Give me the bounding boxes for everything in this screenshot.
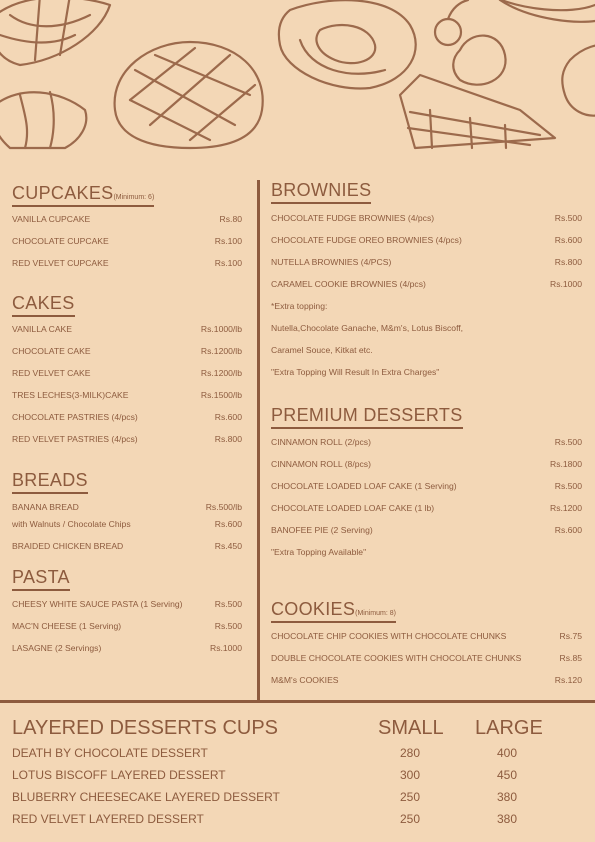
item-name: CHOCOLATE CUPCAKE — [12, 236, 109, 246]
item-price: Rs.600 — [554, 235, 582, 245]
layered-desserts-section — [0, 703, 595, 842]
item-price: Rs.1200/lb — [200, 368, 242, 378]
item-price: Rs.75 — [559, 631, 582, 641]
small-price: 250 — [400, 790, 421, 804]
bakery-illustration-banner — [0, 0, 595, 150]
item-name: M&M's COOKIES — [271, 675, 339, 685]
item-price: Rs.450 — [214, 541, 242, 551]
cookies-minimum-note: (Minimum: 8) — [355, 610, 396, 617]
premium-desserts-title: PREMIUM DESSERTS — [271, 405, 463, 429]
extra-charges-note: "Extra Topping Will Result In Extra Charges" — [271, 367, 440, 377]
item-name: with Walnuts / Chocolate Chips — [12, 519, 131, 529]
item-name: CHOCOLATE PASTRIES (4/pcs) — [12, 412, 138, 422]
item-name: NUTELLA BROWNIES (4/PCS) — [271, 257, 392, 267]
cookies-section — [271, 599, 582, 685]
extra-topping-list: Nutella,Chocolate Ganache, M&m's, Lotus Biscoff, — [271, 323, 464, 333]
layered-row — [0, 812, 595, 830]
item-price: Rs.1500/lb — [200, 390, 242, 400]
item-name: RED VELVET LAYERED DESSERT — [12, 812, 204, 826]
item-name: RED VELVET CUPCAKE — [12, 258, 109, 268]
premium-desserts-section — [271, 405, 582, 557]
layered-desserts-title: LAYERED DESSERTS CUPS — [12, 717, 279, 739]
item-name: VANILLA CUPCAKE — [12, 214, 91, 224]
cupcakes-section — [12, 183, 242, 268]
extra-topping-available-note: "Extra Topping Available" — [271, 547, 367, 557]
item-price: Rs.1200/lb — [200, 346, 242, 356]
item-price: Rs.500 — [554, 481, 582, 491]
cakes-title: CAKES — [12, 293, 75, 317]
item-price: Rs.1000 — [549, 279, 582, 289]
small-price: 250 — [400, 812, 421, 826]
item-name: TRES LECHES(3-MILK)CAKE — [12, 390, 129, 400]
section-title — [12, 183, 154, 207]
croissant-icon — [0, 0, 110, 148]
pasta-title: PASTA — [12, 567, 70, 591]
item-price: Rs.600 — [214, 412, 242, 422]
small-price: 300 — [400, 768, 421, 782]
item-price: Rs.1000/lb — [200, 324, 242, 334]
item-price: Rs.1000 — [209, 643, 242, 653]
item-name: CHOCOLATE CAKE — [12, 346, 91, 356]
item-name: VANILLA CAKE — [12, 324, 73, 334]
item-price: Rs.800 — [554, 257, 582, 267]
pasta-section — [12, 567, 242, 653]
item-name: BANANA BREAD — [12, 502, 79, 512]
item-price: Rs.500 — [214, 599, 242, 609]
section-title — [271, 599, 396, 623]
item-name: DOUBLE CHOCOLATE COOKIES WITH CHOCOLATE CHUNKS — [271, 653, 522, 663]
item-name: BRAIDED CHICKEN BREAD — [12, 541, 124, 551]
item-price: Rs.500 — [554, 213, 582, 223]
breads-section — [12, 470, 242, 551]
item-price: Rs.500/lb — [205, 502, 242, 512]
item-price: Rs.600 — [214, 519, 242, 529]
item-name: BANOFEE PIE (2 Serving) — [271, 525, 373, 535]
item-name: CHOCOLATE FUDGE OREO BROWNIES (4/pcs) — [271, 235, 462, 245]
cookies-title: COOKIES — [271, 599, 356, 619]
item-name: CHEESY WHITE SAUCE PASTA (1 Serving) — [12, 599, 183, 609]
breads-title: BREADS — [12, 470, 88, 494]
small-price: 280 — [400, 746, 421, 760]
layered-row — [0, 746, 595, 764]
item-price: Rs.800 — [214, 434, 242, 444]
item-name: RED VELVET CAKE — [12, 368, 91, 378]
large-price: 450 — [497, 768, 518, 782]
cherry-cake-slice-icon — [400, 0, 555, 148]
item-name: DEATH BY CHOCOLATE DESSERT — [12, 746, 208, 760]
item-name: LOTUS BISCOFF LAYERED DESSERT — [12, 768, 226, 782]
item-price: Rs.1800 — [549, 459, 582, 469]
extra-topping-list: Caramel Souce, Kitkat etc. — [271, 345, 373, 355]
cakes-section — [12, 293, 242, 444]
item-price: Rs.85 — [559, 653, 582, 663]
column-divider — [257, 180, 260, 700]
item-name: CINNAMON ROLL (2/pcs) — [271, 437, 371, 447]
item-price: Rs.120 — [554, 675, 582, 685]
item-name: MAC'N CHEESE (1 Serving) — [12, 621, 122, 631]
large-price: 380 — [497, 812, 518, 826]
large-column-header: LARGE — [475, 717, 543, 739]
item-name: CHOCOLATE CHIP COOKIES WITH CHOCOLATE CHUNKS — [271, 631, 507, 641]
extra-topping-note: *Extra topping: — [271, 301, 328, 311]
cupcakes-title: CUPCAKES — [12, 183, 114, 203]
bread-loaf-icon — [115, 42, 263, 148]
brownies-section — [271, 180, 582, 377]
large-price: 400 — [497, 746, 518, 760]
item-name: CHOCOLATE FUDGE BROWNIES (4/pcs) — [271, 213, 435, 223]
item-price: Rs.500 — [554, 437, 582, 447]
item-name: CHOCOLATE LOADED LOAF CAKE (1 lb) — [271, 503, 435, 513]
layered-row — [0, 790, 595, 808]
item-name: LASAGNE (2 Servings) — [12, 643, 102, 653]
brownies-title: BROWNIES — [271, 180, 371, 204]
pretzel-icon — [279, 0, 416, 88]
item-name: CINNAMON ROLL (8/pcs) — [271, 459, 371, 469]
item-price: Rs.1200 — [549, 503, 582, 513]
item-name: BLUBERRY CHEESECAKE LAYERED DESSERT — [12, 790, 280, 804]
item-price: Rs.100 — [214, 258, 242, 268]
large-price: 380 — [497, 790, 518, 804]
item-name: RED VELVET PASTRIES (4/pcs) — [12, 434, 138, 444]
item-price: Rs.100 — [214, 236, 242, 246]
item-price: Rs.600 — [554, 525, 582, 535]
cupcakes-minimum-note: (Minimum: 6) — [113, 194, 155, 201]
layered-row — [0, 768, 595, 786]
small-column-header: SMALL — [378, 717, 444, 739]
item-name: CARAMEL COOKIE BROWNIES (4/pcs) — [271, 279, 426, 289]
item-price: Rs.500 — [214, 621, 242, 631]
item-name: CHOCOLATE LOADED LOAF CAKE (1 Serving) — [271, 481, 457, 491]
item-price: Rs.80 — [219, 214, 242, 224]
